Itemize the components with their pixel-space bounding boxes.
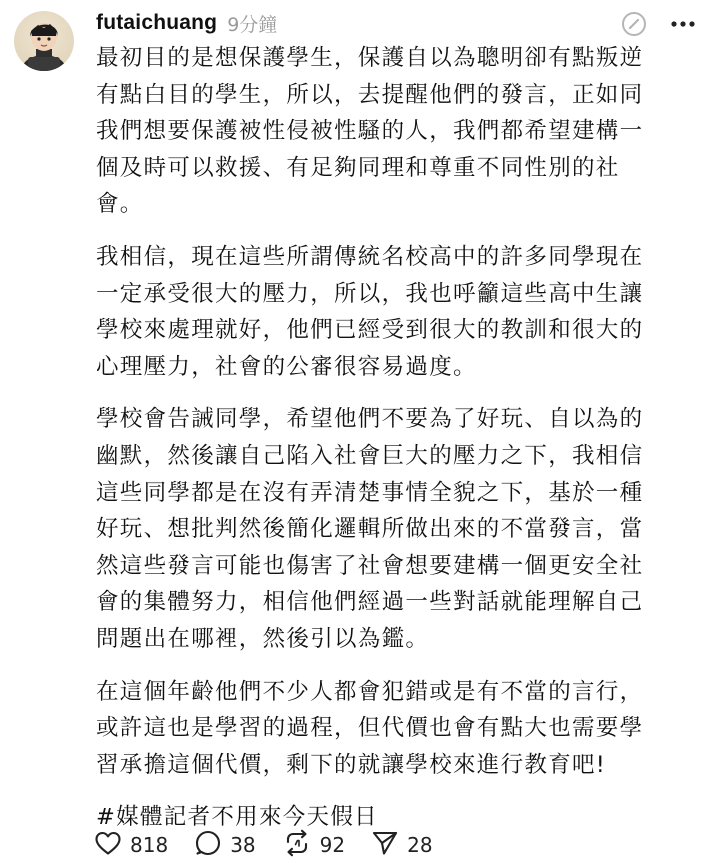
share-button[interactable] <box>371 830 432 860</box>
hashtag-link[interactable]: #媒體記者不用來今天假日 <box>96 804 378 831</box>
avatar[interactable] <box>14 11 74 71</box>
post-paragraph: 我相信，現在這些所謂傳統名校高中的許多同學現在 一定承受很大的壓力，所以，我也呼籲這些高中生讓 學校來處理就好，他們已經受到很大的教訓和很大的 心理壓力，社會的公審很容易過度。 <box>96 243 644 380</box>
avatar-image <box>14 11 74 71</box>
more-icon[interactable] <box>670 20 696 28</box>
send-icon <box>371 830 399 860</box>
username[interactable]: futaichuang <box>96 11 218 34</box>
like-button[interactable] <box>94 830 168 860</box>
timestamp: 9分鐘 <box>227 13 278 36</box>
post-header <box>96 6 277 40</box>
edit-icon[interactable] <box>620 10 648 38</box>
comment-icon <box>194 829 222 861</box>
post-paragraph: 學校會告誡同學，希望他們不要為了好玩、自以為的 幽默，然後讓自己陷入社會巨大的壓力之下，我相信 這些同學都是在沒有弄清楚事情全貌之下，基於一種 好玩、想批判然後簡化邏輯所做出來的不當發言，當 然這些發言可能也傷害了社會想要建構一個更安全社 會的集體努力，相信他們經過一些對話就能理解自己 問題出在哪裡，然後引以為鑑。 <box>96 406 644 652</box>
heart-icon <box>94 830 122 860</box>
repost-icon <box>282 829 312 861</box>
post-paragraph: 最初目的是想保護學生，保護自以為聰明卻有點叛逆 有點白目的學生，所以，去提醒他們的發言，正如同 我們想要保護被性侵被性騷的人，我們都希望建構一 個及時可以救援、有足夠同理和尊重不同性別的社 會。 <box>96 45 644 218</box>
repost-button[interactable] <box>282 829 345 861</box>
comment-button[interactable] <box>194 829 255 861</box>
comment-count: 38 <box>230 833 256 857</box>
repost-count: 92 <box>319 833 346 857</box>
share-count: 28 <box>407 833 433 857</box>
post-body <box>96 40 711 835</box>
post-actions <box>94 827 459 863</box>
header-actions <box>620 10 696 38</box>
like-count: 818 <box>130 833 169 857</box>
post-paragraph: 在這個年齡他們不少人都會犯錯或是有不當的言行， 或許這也是學習的過程，但代價也會有點大也需要學 習承擔這個代價，剩下的就讓學校來進行教育吧! <box>96 678 644 778</box>
